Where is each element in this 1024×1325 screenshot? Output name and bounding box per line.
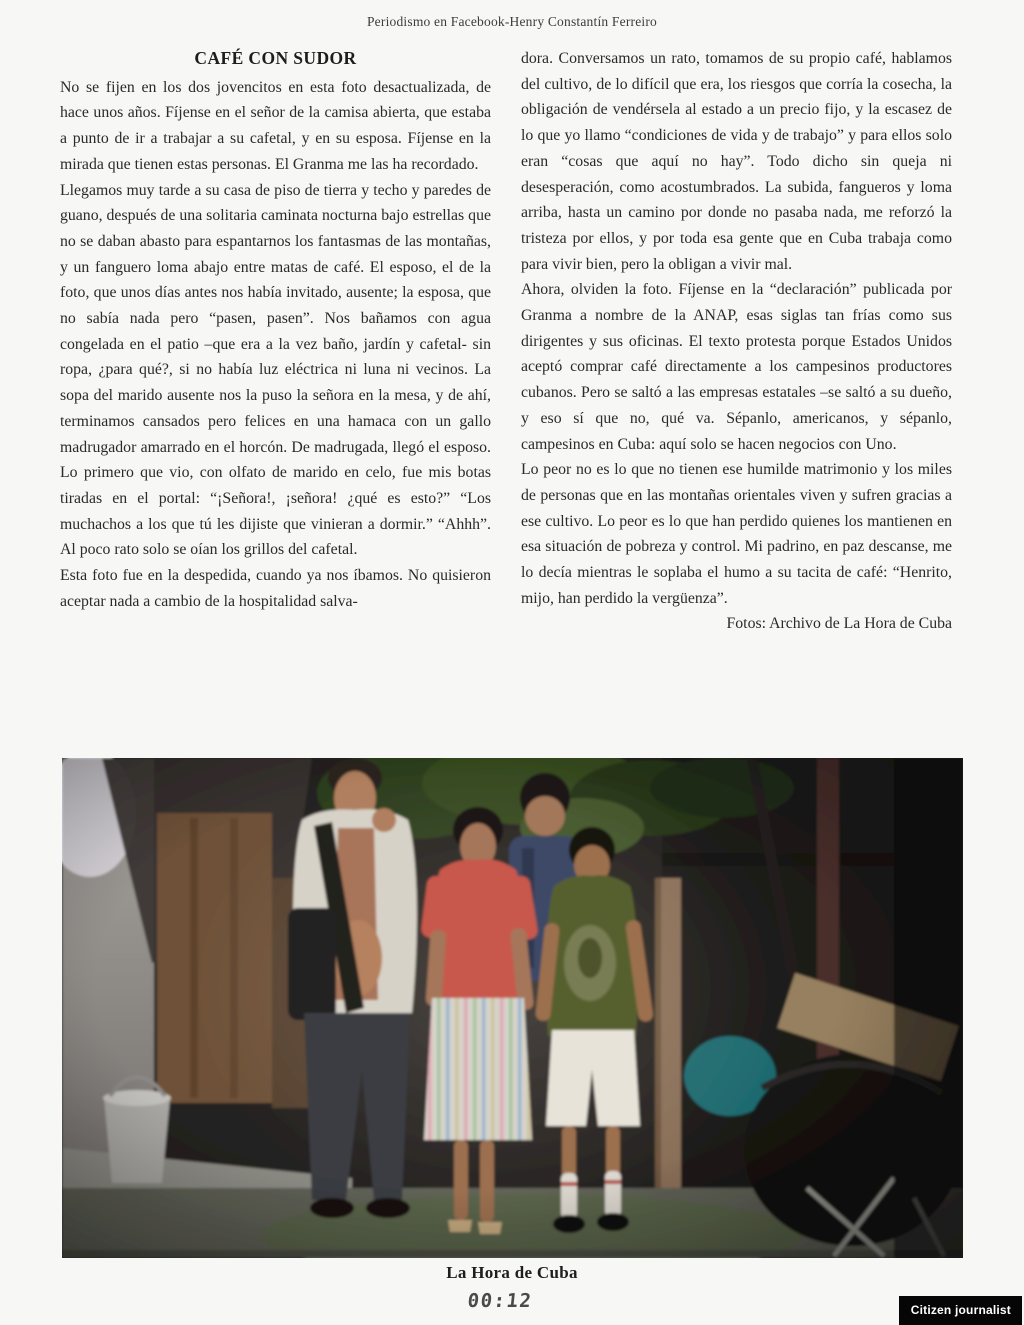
article-body [60,46,952,637]
left-column [60,46,491,637]
article-paragraph: Llegamos muy tarde a su casa de piso de tierra y techo y paredes de guano, después de una solitaria caminata nocturna bajo estrellas que no se daban abasto para espantarnos los fantasmas de las montañas, y un fanguero loma abajo entre matas de café. El esposo, el de la foto, que unos días antes nos había invitado, ausente; la esposa, que no sabía nada pero “pasen, pasen”. Nos bañamos con agua congelada en el patio –que era a la vez baño, jardín y cafetal- sin ropa, ¿para qué?, si no había luz eléctrica ni luna ni vecinos. La sopa del marido ausente nos la puso la señora en la mesa, y de ahí, terminamos cansados pero felices en una hamaca con un gallo madrugador amarrado en el horcón. De madrugada, llegó el esposo. Lo primero que vio, con olfato de marido en celo, fue mis botas tiradas en el portal: “¡Señora!, ¡señora! ¿qué es esto?” “Los muchachos a los que tú les dijiste que vinieran a dormir.” “Ahhh”. Al poco rato solo se oían los grillos del cafetal. [60,181,491,559]
article-paragraph: Lo peor no es lo que no tienen ese humilde matrimonio y los miles de personas que en las montañas orientales viven y sufren gracias a ese cultivo. Lo peor es lo que han perdido quienes los mantienen en esa situación de pobreza y control. Mi padrino, en paz descanse, me lo decía mientras le soplaba el humo a su tacita de café: “Henrito, mijo, han perdido la vergüenza”. [521,461,952,607]
photo-caption: La Hora de Cuba [446,1263,578,1282]
citizen-journalist-badge: Citizen journalist [899,1296,1022,1325]
page-header: Periodismo en Facebook-Henry Constantín Ferreiro [366,14,658,29]
video-timestamp: 00:12 [466,1290,534,1312]
article-title: CAFÉ CON SUDOR [194,48,357,68]
family-photo [62,758,963,1258]
photo-credit: Fotos: Archivo de La Hora de Cuba [726,615,952,633]
right-column [521,46,952,637]
article-paragraph: dora. Conversamos un rato, tomamos de su propio café, hablamos del cultivo, de lo difícil que era, los riesgos que corría la cosecha, la obligación de vendérsela al estado a un precio fijo, y la escasez de lo que yo llamo “condiciones de vida y de trabajo” y para ellos solo eran “cosas que aquí no hay”. Todo dicho sin queja ni desesperación, como acostumbrados. La subida, fangueros y loma arriba, hasta un camino por donde no pasaba nada, me reforzó la tristeza por ellos, y por toda esa gente que en Cuba trabaja como para vivir bien, pero la obligan a vivir mal. [521,50,952,273]
article-paragraph: Esta foto fue en la despedida, cuando ya nos íbamos. No quisieron aceptar nada a cambio de la hospitalidad salva- [60,567,491,610]
article-paragraph: Ahora, olviden la foto. Fíjense en la “declaración” publicada por Granma a nombre de la ANAP, esas siglas tan frías como sus dirigentes y sus oficinas. El texto protesta porque Estados Unidos aceptó comprar café directamente a los campesinos productores cubanos. Pero se saltó a las empresas estatales –se saltó a su dueño, y eso sí que no, qué va. Sépanlo, americanos, y sépanlo, campesinos en Cuba: aquí solo se hacen negocios con Uno. [521,281,952,453]
family-photo-illustration [62,758,963,1258]
article-paragraph: No se fijen en los dos jovencitos en esta foto desactualizada, de hace unos años. Fíjense en el señor de la camisa abierta, que estaba a punto de ir a trabajar a su cafetal, y en su esposa. Fíjense en la mirada que tienen estas personas. El Granma me las ha recordado. [60,78,491,173]
